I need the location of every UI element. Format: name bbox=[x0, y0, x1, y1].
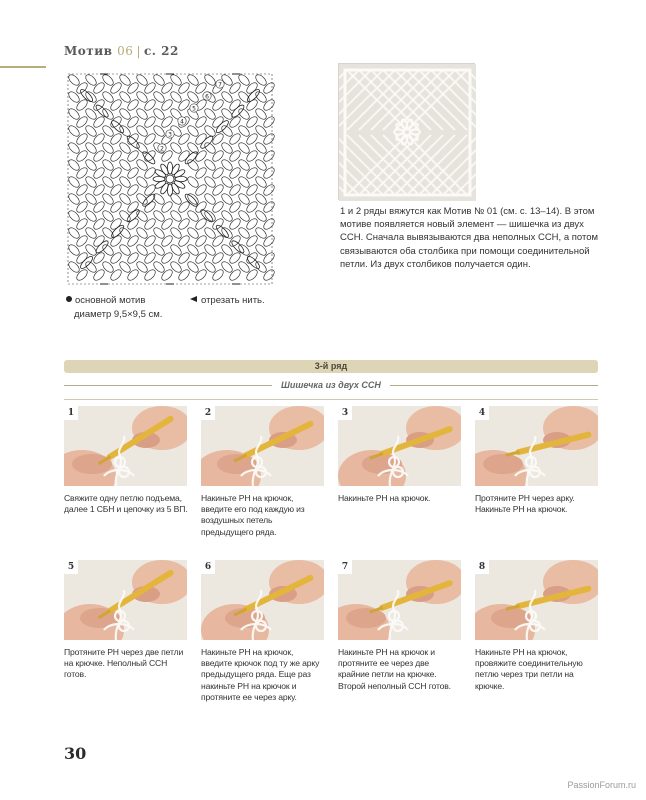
step-caption: Накиньте РН на крючок и протяните ее через две крайние петли на крючке. Второй неполный ССН готов. bbox=[338, 647, 451, 691]
hands-crochet-image bbox=[201, 406, 324, 486]
arrow-left-icon bbox=[190, 296, 197, 302]
step-2 bbox=[201, 406, 325, 538]
page-number: 30 bbox=[64, 744, 87, 763]
hands-crochet-image bbox=[338, 406, 461, 486]
legend-cut bbox=[190, 294, 265, 308]
legend-main bbox=[66, 294, 162, 322]
step-caption: Протяните РН через арку. Накиньте РН на крючок. bbox=[475, 493, 575, 515]
step-7 bbox=[338, 560, 462, 692]
step-number-badge: 8 bbox=[475, 560, 489, 574]
header-prefix: Мотив bbox=[64, 44, 113, 58]
round-marker: 5 bbox=[192, 105, 196, 113]
step-5 bbox=[64, 560, 188, 681]
legend-cut-thread: отрезать нить. bbox=[201, 295, 265, 306]
step-photo bbox=[64, 560, 187, 640]
round-marker: 3 bbox=[168, 131, 172, 139]
hands-crochet-image bbox=[338, 560, 461, 640]
motif-photo bbox=[338, 63, 475, 200]
step-number-badge: 3 bbox=[338, 406, 352, 420]
round-marker: 4 bbox=[180, 118, 184, 126]
step-photo bbox=[201, 406, 324, 486]
dot-icon bbox=[66, 296, 72, 302]
hands-crochet-image bbox=[64, 560, 187, 640]
page-header: Мотив 06 | с. 22 bbox=[64, 44, 179, 58]
section-subtitle-text: Шишечка из двух ССН bbox=[281, 380, 381, 390]
step-number-badge: 6 bbox=[201, 560, 215, 574]
step-number-badge: 5 bbox=[64, 560, 78, 574]
watermark: PassionForum.ru bbox=[567, 780, 636, 790]
legend-diameter: диаметр 9,5×9,5 см. bbox=[74, 309, 163, 320]
step-3 bbox=[338, 406, 462, 504]
header-rule bbox=[0, 66, 46, 68]
lace-motif-image bbox=[339, 64, 476, 201]
step-number-badge: 2 bbox=[201, 406, 215, 420]
step-photo bbox=[475, 560, 598, 640]
step-number-badge: 1 bbox=[64, 406, 78, 420]
step-1 bbox=[64, 406, 188, 515]
step-caption: Накиньте РН на крючок, провяжите соединительную петлю через три петли на крючке. bbox=[475, 647, 583, 691]
header-page-ref: с. 22 bbox=[143, 44, 179, 58]
round-marker: 6 bbox=[205, 93, 209, 101]
step-photo bbox=[338, 406, 461, 486]
step-caption: Накиньте РН на крючок, введите его под каждую из воздушных петель предыдущего ряда. bbox=[201, 493, 305, 537]
step-caption: Накиньте РН на крючок. bbox=[338, 493, 431, 503]
step-6 bbox=[201, 560, 325, 703]
step-caption: Протяните РН через две петли на крючке. Неполный ССН готов. bbox=[64, 647, 184, 680]
crochet-diagram bbox=[64, 70, 276, 288]
step-photo bbox=[338, 560, 461, 640]
step-4 bbox=[475, 406, 599, 515]
step-number-badge: 7 bbox=[338, 560, 352, 574]
step-photo bbox=[64, 406, 187, 486]
section-divider bbox=[64, 399, 598, 400]
header-motif-number: 06 bbox=[117, 44, 134, 58]
step-number-badge: 4 bbox=[475, 406, 489, 420]
step-caption: Накиньте РН на крючок, введите крючок под ту же арку предыдущего ряда. Еще раз накиньте РН на крючок и протяните ее через арку. bbox=[201, 647, 320, 702]
description-text: 1 и 2 ряды вяжутся как Мотив № 01 (см. с. 13–14). В этом мотиве появляется новый элемент — шишечка из двух ССН. Сначала вывязываются два неполных ССН, а потом связываются оба столбика при помощи соединительной петли. Из двух столбиков получается один. bbox=[340, 206, 599, 270]
hands-crochet-image bbox=[475, 560, 598, 640]
step-photo bbox=[201, 560, 324, 640]
step-caption: Свяжите одну петлю подъема, далее 1 СБН и цепочку из 5 ВП. bbox=[64, 493, 188, 515]
hands-crochet-image bbox=[64, 406, 187, 486]
round-marker: 2 bbox=[160, 145, 164, 153]
hands-crochet-image bbox=[475, 406, 598, 486]
row-title-band: 3-й ряд bbox=[64, 360, 598, 373]
round-marker: 7 bbox=[218, 81, 222, 89]
legend-main-motif: основной мотив bbox=[75, 295, 146, 306]
step-8 bbox=[475, 560, 599, 692]
hands-crochet-image bbox=[201, 560, 324, 640]
section-subtitle bbox=[64, 378, 598, 393]
step-photo bbox=[475, 406, 598, 486]
